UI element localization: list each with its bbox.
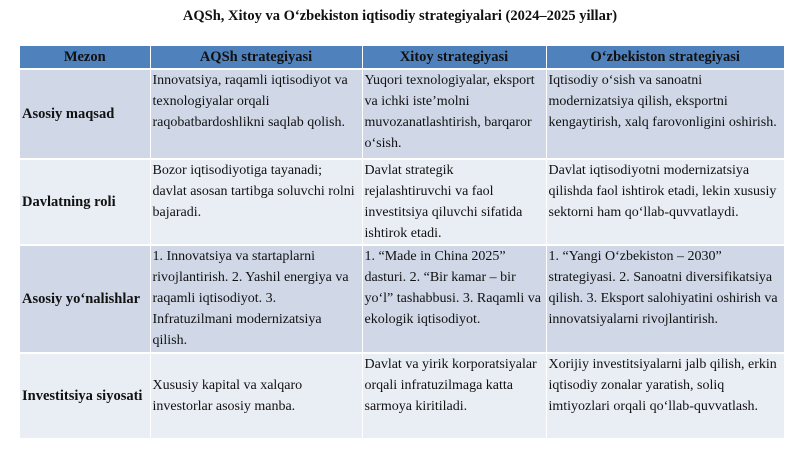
- cell-uzbekistan: Xorijiy investitsiyalarni jalb qilish, erkin iqtisodiy zonalar yaratish, soliq imtiyozlari orqali qo‘llab-quvvatlash.: [546, 353, 784, 438]
- cell-usa: Xususiy kapital va xalqaro investorlar asosiy manba.: [150, 353, 362, 438]
- table-header-row: [20, 46, 784, 69]
- table-row: [20, 353, 784, 438]
- cell-china: 1. “Made in China 2025” dasturi. 2. “Bir kamar – bir yo‘l” tashabbusi. 3. Raqamli va ekologik iqtisodiyot.: [362, 245, 546, 353]
- header-usa-strategy: AQSh strategiyasi: [150, 46, 362, 69]
- cell-usa: 1. Innovatsiya va startaplarni rivojlantirish. 2. Yashil energiya va raqamli iqtisodiyot. 3. Infratuzilmani modernizatsiya qilish.: [150, 245, 362, 353]
- cell-uzbekistan: Iqtisodiy o‘sish va sanoatni modernizatsiya qilish, eksportni kengaytirish, xalq farovonligini oshirish.: [546, 69, 784, 159]
- cell-usa: Innovatsiya, raqamli iqtisodiyot va texnologiyalar orqali raqobatbardoshlikni saqlab qolish.: [150, 69, 362, 159]
- row-label: Asosiy yo‘nalishlar: [20, 245, 150, 353]
- table-row: [20, 69, 784, 159]
- page-title: AQSh, Xitoy va O‘zbekiston iqtisodiy strategiyalari (2024–2025 yillar): [182, 8, 618, 24]
- strategy-comparison-table: [20, 46, 784, 438]
- cell-uzbekistan: Davlat iqtisodiyotni modernizatsiya qilishda faol ishtirok etadi, lekin xususiy sektorni ham qo‘llab-quvvatlaydi.: [546, 159, 784, 245]
- table-row: [20, 159, 784, 245]
- table-row: [20, 245, 784, 353]
- header-china-strategy: Xitoy strategiyasi: [362, 46, 546, 69]
- row-label: Asosiy maqsad: [20, 69, 150, 159]
- cell-china: Davlat va yirik korporatsiyalar orqali infratuzilmaga katta sarmoya kiritiladi.: [362, 353, 546, 438]
- cell-china: Yuqori texnologiyalar, eksport va ichki iste’molni muvozanatlashtirish, barqaror o‘sish.: [362, 69, 546, 159]
- header-uzbekistan-strategy: O‘zbekiston strategiyasi: [546, 46, 784, 69]
- cell-usa: Bozor iqtisodiyotiga tayanadi; davlat asosan tartibga soluvchi rolni bajaradi.: [150, 159, 362, 245]
- row-label: Davlatning roli: [20, 159, 150, 245]
- header-criterion: Mezon: [20, 46, 150, 69]
- cell-china: Davlat strategik rejalashtiruvchi va faol investitsiya qiluvchi sifatida ishtirok etadi.: [362, 159, 546, 245]
- cell-uzbekistan: 1. “Yangi O‘zbekiston – 2030” strategiyasi. 2. Sanoatni diversifikatsiya qilish. 3. Eksport salohiyatini oshirish va innovatsiyalarni rivojlantirish.: [546, 245, 784, 353]
- row-label: Investitsiya siyosati: [20, 353, 150, 438]
